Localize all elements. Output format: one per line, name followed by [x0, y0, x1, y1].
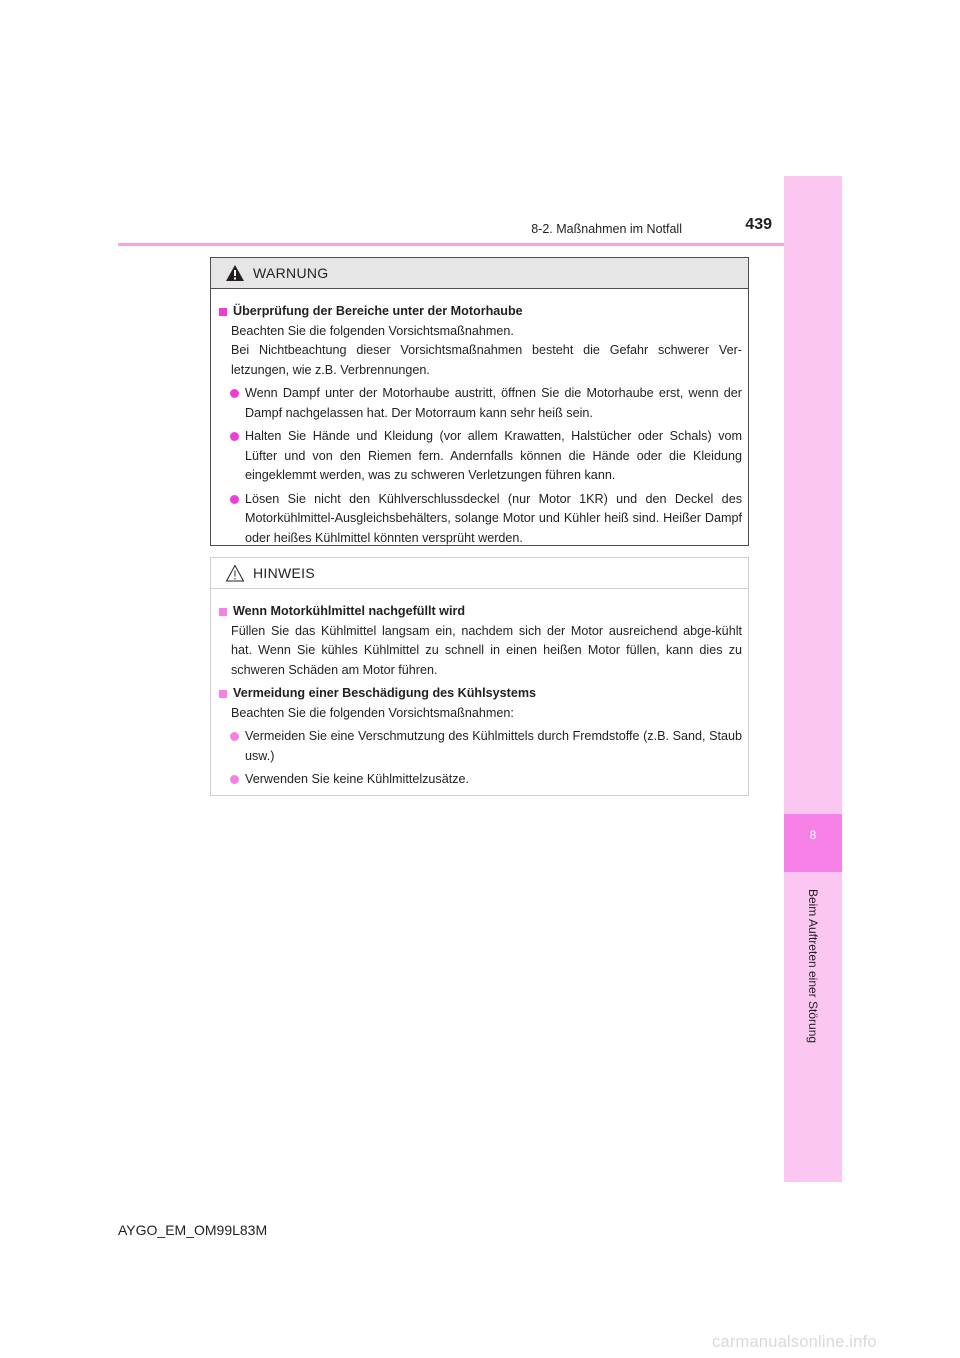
warning-body [211, 289, 748, 548]
warning-bullet: Halten Sie Hände und Kleidung (vor allem Krawatten, Halstücher oder Schals) vom Lüfter und von den Riemen fern. Andernfalls können die Hände oder die Kleidung eingeklemmt werden, was zu schweren Verletzungen führen kann. [219, 427, 742, 486]
warning-bullet: Lösen Sie nicht den Kühlverschlussdeckel (nur Motor 1KR) und den Deckel des Motorkühlmittel-Ausgleichsbehälters, solange Motor und Kühler heiß sind. Heißer Dampf oder heißes Kühlmittel könnten versprüht werden. [219, 490, 742, 549]
square-bullet-icon [219, 608, 227, 616]
caution-triangle-icon [225, 564, 245, 582]
warning-bullet: Wenn Dampf unter der Motorhaube austritt, öffnen Sie die Motorhaube erst, wenn der Dampf nachgelassen hat. Der Motorraum kann sehr heiß sein. [219, 384, 742, 423]
document-code: AYGO_EM_OM99L83M [118, 1222, 268, 1238]
round-bullet-icon [230, 495, 239, 504]
round-bullet-icon [230, 732, 239, 741]
warning-header [211, 258, 748, 289]
section-title: 8-2. Maßnahmen im Notfall [531, 222, 682, 236]
notice-header [211, 558, 748, 589]
square-bullet-icon [219, 690, 227, 698]
notice-heading-1: Wenn Motorkühlmittel nachgefüllt wird [219, 602, 742, 622]
notice-bullet: Vermeiden Sie eine Verschmutzung des Kühlmittels durch Fremdstoffe (z.B. Sand, Staub usw.) [219, 727, 742, 766]
chapter-title: Beim Auftreten einer Störung [806, 888, 820, 1044]
chapter-tab-marker [784, 814, 842, 872]
notice-bullet: Verwenden Sie keine Kühlmittelzusätze. [219, 770, 742, 790]
warning-triangle-icon [225, 264, 245, 282]
square-bullet-icon [219, 308, 227, 316]
notice-text-2: Beachten Sie die folgenden Vorsichtsmaßnahmen: [231, 705, 514, 720]
warning-label: WARNUNG [253, 265, 329, 281]
notice-heading-2: Vermeidung einer Beschädigung des Kühlsystems [219, 684, 742, 704]
round-bullet-icon [230, 389, 239, 398]
notice-body [211, 589, 748, 790]
chapter-number: 8 [809, 828, 817, 842]
notice-text-1: Füllen Sie das Kühlmittel langsam ein, nachdem sich der Motor ausreichend abge-kühlt hat. Wenn Sie kühles Kühlmittel zu schnell in einen heißen Motor füllen, kann dies zu schweren Schäden am Motor führen. [231, 623, 742, 677]
warning-intro-2: Bei Nichtbeachtung dieser Vorsichtsmaßnahmen besteht die Gefahr schwerer Ver-letzungen, wie z.B. Verbrennungen. [231, 343, 742, 377]
round-bullet-icon [230, 432, 239, 441]
header-divider [118, 243, 784, 246]
warning-box [210, 257, 749, 546]
warning-intro-1: Beachten Sie die folgenden Vorsichtsmaßnahmen. [231, 323, 514, 338]
warning-heading: Überprüfung der Bereiche unter der Motorhaube [219, 302, 742, 322]
notice-label: HINWEIS [253, 565, 315, 581]
notice-box [210, 557, 749, 796]
watermark: carmanualsonline.info [712, 1333, 877, 1351]
page-number: 439 [745, 216, 772, 233]
round-bullet-icon [230, 775, 239, 784]
